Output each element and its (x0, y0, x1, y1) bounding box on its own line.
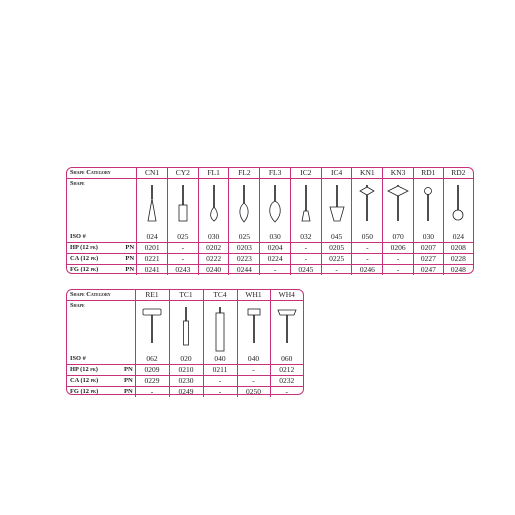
shape-table-a (66, 167, 474, 274)
category-cell: KN3 (383, 168, 414, 179)
flame-small-icon (203, 185, 225, 231)
category-cell: FL3 (260, 168, 291, 179)
iso-cell: 030 (198, 232, 229, 243)
hp-cell: 0202 (198, 243, 229, 254)
fg-cell: - (321, 265, 352, 276)
hp-label: HP (70, 243, 79, 251)
iso-cell: 060 (270, 354, 303, 365)
fg-cell: - (203, 387, 237, 398)
hp-cell: 0205 (321, 243, 352, 254)
shape-cell (290, 179, 321, 233)
flame-wide-icon (264, 185, 286, 231)
fg-cell: - (135, 387, 169, 398)
shape-cell (198, 179, 229, 233)
pn-label: PN (124, 243, 136, 254)
shape-cell (169, 301, 203, 355)
ca-cell: - (290, 254, 321, 265)
iso-label: ISO # (67, 232, 137, 243)
pn-label: PN (123, 376, 135, 387)
iso-label: ISO # (67, 354, 135, 365)
hp-row-label (67, 243, 124, 254)
hp-cell: 0208 (443, 243, 473, 254)
fg-cell: 0243 (167, 265, 198, 276)
fg-cell: - (383, 265, 414, 276)
hp-cell: 0212 (270, 365, 303, 376)
iso-cell: 025 (229, 232, 260, 243)
pn-label: PN (124, 387, 133, 395)
category-cell: RE1 (135, 290, 169, 301)
inverted-cone-icon (326, 185, 348, 231)
hp-label: HP (70, 365, 79, 373)
category-cell: FL1 (198, 168, 229, 179)
category-cell: TC4 (203, 290, 237, 301)
knife-edge-icon (356, 185, 378, 231)
fg-cell: 0244 (229, 265, 260, 276)
taper-cylinder-icon (174, 307, 198, 353)
round-icon (417, 185, 439, 231)
iso-cell: 032 (290, 232, 321, 243)
wheel-wide-icon (275, 307, 299, 353)
shape-cell (167, 179, 198, 233)
shape-category-header: Shape Category (67, 168, 137, 179)
fg-cell: 0247 (413, 265, 443, 276)
category-cell: KN1 (352, 168, 383, 179)
shape-cell (413, 179, 443, 233)
ca-cell: - (383, 254, 414, 265)
fg-label: FG (70, 265, 79, 273)
fg-cell: 0249 (169, 387, 203, 398)
hp-cell: 0211 (203, 365, 237, 376)
iso-cell: 062 (135, 354, 169, 365)
hp-qty: (12 pk) (80, 365, 98, 373)
category-cell: FL2 (229, 168, 260, 179)
ca-label: CA (70, 254, 79, 262)
hp-cell: 0206 (383, 243, 414, 254)
ca-row-label (67, 376, 123, 387)
shape-header: Shape (70, 302, 85, 309)
ca-cell: 0222 (198, 254, 229, 265)
fg-qty: (12 pk) (80, 387, 99, 395)
ca-cell: 0230 (169, 376, 203, 387)
shape-table-b (66, 289, 304, 395)
shape-cell (443, 179, 473, 233)
fg-cell: 0246 (352, 265, 383, 276)
ca-cell: 0227 (413, 254, 443, 265)
shape-header: Shape (70, 180, 85, 187)
fg-label: FG (70, 387, 79, 395)
hp-cell: 0201 (137, 243, 168, 254)
fg-cell: 0248 (443, 265, 473, 276)
category-cell: CN1 (137, 168, 168, 179)
iso-cell: 024 (137, 232, 168, 243)
iso-cell: 040 (203, 354, 237, 365)
ca-cell: 0232 (270, 376, 303, 387)
category-cell: IC4 (321, 168, 352, 179)
shape-grid-a (67, 168, 473, 275)
hp-cell: 0209 (135, 365, 169, 376)
ca-cell: - (167, 254, 198, 265)
iso-cell: 030 (413, 232, 443, 243)
fg-cell: 0245 (290, 265, 321, 276)
hp-cell: 0204 (260, 243, 291, 254)
ca-cell: 0228 (443, 254, 473, 265)
hp-qty: (12 pk) (80, 243, 98, 251)
hp-cell: - (290, 243, 321, 254)
shape-category-header: Shape Category (67, 290, 135, 301)
shape-cell (137, 179, 168, 233)
ca-cell: 0224 (260, 254, 291, 265)
category-cell: TC1 (169, 290, 203, 301)
category-cell: WH4 (270, 290, 303, 301)
iso-cell: 025 (167, 232, 198, 243)
round-large-icon (447, 185, 469, 231)
ca-label: CA (70, 376, 79, 384)
category-cell: RD1 (413, 168, 443, 179)
iso-cell: 024 (443, 232, 473, 243)
ca-cell: 0229 (135, 376, 169, 387)
ca-cell: 0225 (321, 254, 352, 265)
knife-edge-wide-icon (387, 185, 409, 231)
ca-row-label (67, 254, 124, 265)
fg-cell: 0240 (198, 265, 229, 276)
hp-cell: - (237, 365, 270, 376)
hp-cell: 0203 (229, 243, 260, 254)
pn-label: PN (124, 254, 136, 265)
shape-cell (203, 301, 237, 355)
iso-cell: 020 (169, 354, 203, 365)
iso-cell: 050 (352, 232, 383, 243)
fg-cell: - (270, 387, 303, 398)
fg-row-label (67, 387, 123, 398)
fg-row-label (67, 265, 124, 276)
category-cell: CY2 (167, 168, 198, 179)
shape-cell (135, 301, 169, 355)
fg-cell: 0241 (137, 265, 168, 276)
shape-cell (229, 179, 260, 233)
iso-cell: 030 (260, 232, 291, 243)
cone-icon (141, 185, 163, 231)
shape-cell (321, 179, 352, 233)
hp-cell: 0207 (413, 243, 443, 254)
iso-cell: 070 (383, 232, 414, 243)
ca-qty: (12 pk) (80, 376, 99, 384)
category-cell: IC2 (290, 168, 321, 179)
pn-label: PN (123, 365, 135, 376)
hp-row-label (67, 365, 123, 376)
shape-cell (270, 301, 303, 355)
ca-qty: (12 pk) (80, 254, 99, 262)
ca-cell: - (352, 254, 383, 265)
fg-cell: 0250 (237, 387, 270, 398)
hp-cell: 0210 (169, 365, 203, 376)
hp-cell: - (352, 243, 383, 254)
flame-icon (233, 185, 255, 231)
fg-qty: (12 pk) (80, 265, 99, 273)
hp-cell: - (167, 243, 198, 254)
category-cell: WH1 (237, 290, 270, 301)
shape-cell (237, 301, 270, 355)
ca-cell: 0221 (137, 254, 168, 265)
shape-cell (260, 179, 291, 233)
inverted-cone-small-icon (295, 185, 317, 231)
iso-cell: 045 (321, 232, 352, 243)
cylinder-icon (172, 185, 194, 231)
ca-cell: - (237, 376, 270, 387)
shape-grid-b (67, 290, 303, 397)
shape-cell (383, 179, 414, 233)
category-cell: RD2 (443, 168, 473, 179)
shape-cell (352, 179, 383, 233)
wheel-icon (242, 307, 266, 353)
fg-cell: - (260, 265, 291, 276)
ca-cell: 0223 (229, 254, 260, 265)
reverse-bevel-icon (140, 307, 164, 353)
ca-cell: - (203, 376, 237, 387)
taper-cylinder-wide-icon (208, 307, 232, 353)
pn-label: PN (125, 265, 135, 273)
iso-cell: 040 (237, 354, 270, 365)
